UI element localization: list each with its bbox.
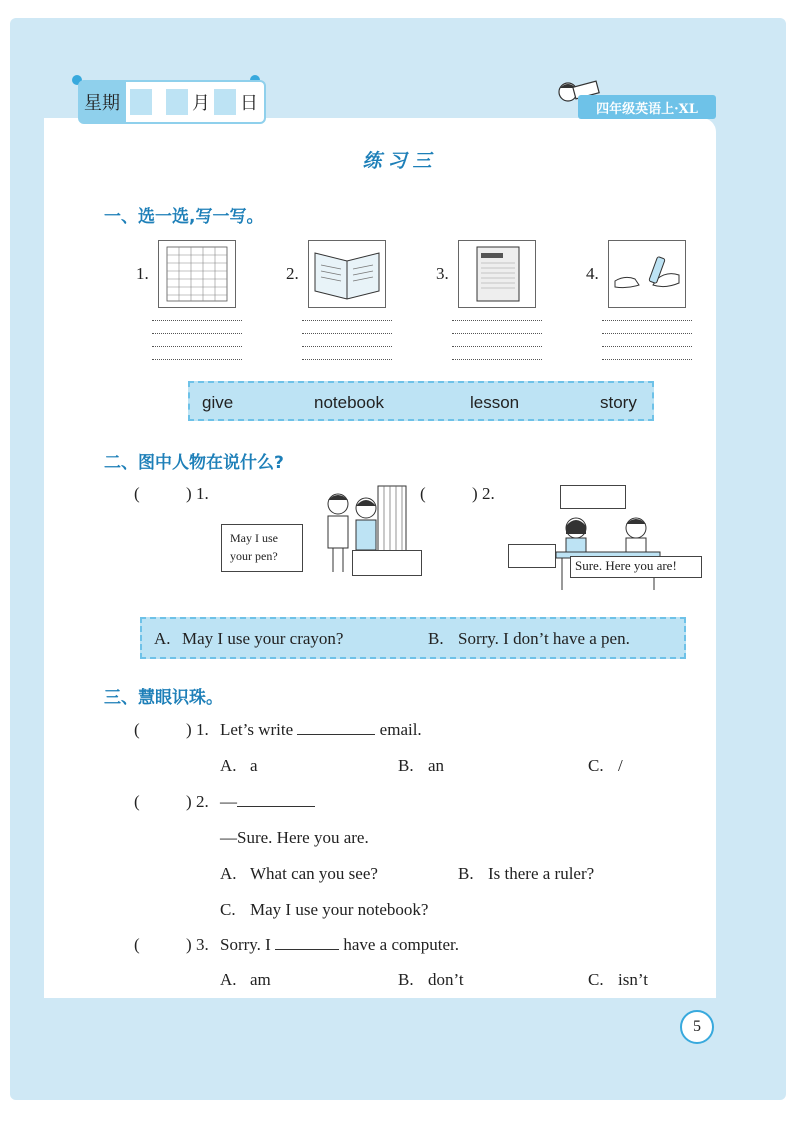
answer-blank[interactable] <box>297 720 375 735</box>
option-text: Sorry. I don’t have a pen. <box>458 629 630 648</box>
open-book-icon <box>308 240 386 308</box>
grade-badge: 四年级英语上·XL <box>578 95 716 119</box>
option-letter: B. <box>428 629 444 648</box>
question-number: 2. <box>482 484 495 503</box>
answer-paren-open[interactable]: ( <box>420 484 426 503</box>
question-before: Let’s write <box>220 720 294 739</box>
question-number: 1. <box>196 484 209 503</box>
reply-text: —Sure. Here you are. <box>220 828 369 847</box>
question-number: 1. <box>196 720 209 739</box>
option-letter: A. <box>154 629 171 648</box>
option-letter: A. <box>220 970 237 989</box>
item-number: 4. <box>586 264 599 283</box>
date-bar <box>78 80 266 124</box>
word-bank <box>188 381 654 421</box>
option-text: isn’t <box>618 970 648 989</box>
option-text: / <box>618 756 623 775</box>
question-number: 2. <box>196 792 209 811</box>
option-letter: C. <box>588 970 604 989</box>
week-label: 星期 <box>80 82 126 122</box>
answer-paren-open[interactable]: ( <box>134 484 140 503</box>
option-letter: C. <box>220 900 236 919</box>
desk-students-icon <box>548 506 668 592</box>
option-letter: C. <box>588 756 604 775</box>
item-number: 2. <box>286 264 299 283</box>
notebook-icon <box>458 240 536 308</box>
section-heading: 一、选一选,写一写。 <box>104 207 264 227</box>
question-text <box>220 792 315 812</box>
answer-paren-open[interactable]: ( <box>134 792 140 811</box>
day-box[interactable] <box>214 89 236 115</box>
speech-bubble <box>221 524 303 572</box>
item-number: 3. <box>436 264 449 283</box>
section-heading: 三、慧眼识珠。 <box>104 688 223 708</box>
option-letter: A. <box>220 864 237 883</box>
option-letter: B. <box>398 970 414 989</box>
option-bank <box>140 617 686 659</box>
option-text: May I use your crayon? <box>182 629 344 648</box>
section-heading: 二、图中人物在说什么? <box>104 453 284 473</box>
bubble-line: May I use <box>230 531 278 545</box>
word-option: story <box>600 393 637 412</box>
answer-paren-open[interactable]: ( <box>134 935 140 954</box>
option-text: an <box>428 756 445 775</box>
week-box[interactable] <box>130 89 152 115</box>
answer-paren-close: ) <box>472 484 478 503</box>
empty-speech-bubble <box>352 550 422 576</box>
option-text: May I use your notebook? <box>250 900 429 919</box>
answer-blank[interactable] <box>237 792 315 807</box>
answer-paren-close: ) <box>186 792 192 811</box>
option-text: a <box>250 756 258 775</box>
word-option: lesson <box>470 393 520 412</box>
option-letter: B. <box>398 756 414 775</box>
word-option: notebook <box>314 393 384 412</box>
item-number: 1. <box>136 264 149 283</box>
page-number: 5 <box>680 1010 714 1044</box>
answer-lines[interactable] <box>452 308 542 360</box>
question-number: 3. <box>196 935 209 954</box>
answer-blank[interactable] <box>275 935 339 950</box>
timetable-icon <box>158 240 236 308</box>
answer-paren-close: ) <box>186 720 192 739</box>
month-box[interactable] <box>166 89 188 115</box>
day-label: 日 <box>240 93 258 114</box>
answer-lines[interactable] <box>602 308 692 360</box>
answer-lines[interactable] <box>302 308 392 360</box>
month-label: 月 <box>192 93 210 114</box>
answer-lines[interactable] <box>152 308 242 360</box>
option-text: What can you see? <box>250 864 378 883</box>
question-before: Sorry. I <box>220 935 271 954</box>
answer-paren-close: ) <box>186 484 192 503</box>
option-text: Is there a ruler? <box>488 864 595 883</box>
answer-paren-close: ) <box>186 935 192 954</box>
bubble-line: your pen? <box>230 549 278 563</box>
giving-hands-icon <box>608 240 686 308</box>
question-after: email. <box>379 720 422 739</box>
word-option: give <box>202 393 234 412</box>
option-text: don’t <box>428 970 464 989</box>
option-letter: B. <box>458 864 474 883</box>
option-text: am <box>250 970 271 989</box>
question-text <box>220 720 422 740</box>
question-after: have a computer. <box>343 935 459 954</box>
answer-paren-open[interactable]: ( <box>134 720 140 739</box>
speech-bubble: Sure. Here you are! <box>570 556 702 578</box>
question-before: — <box>220 792 237 811</box>
question-text <box>220 935 459 955</box>
page-title: 练习三 <box>362 150 438 172</box>
option-letter: A. <box>220 756 237 775</box>
